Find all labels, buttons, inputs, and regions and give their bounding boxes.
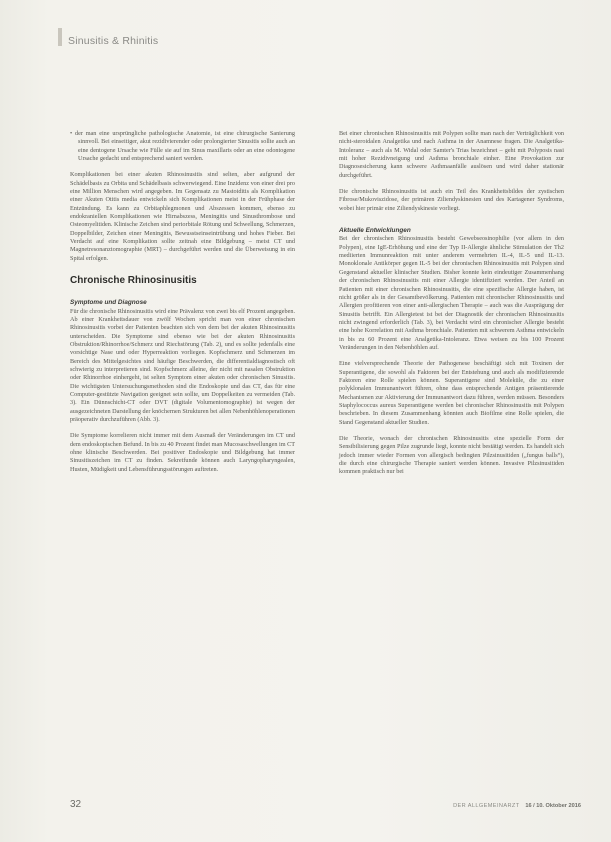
paragraph: Die Theorie, wonach der chronischen Rhinosinusitis eine spezielle Form der Sensibilisierung gegen Pilze zugrunde liegt, konnte nicht bestätigt werden. Es handelt sich jedoch immer wieder Formen von allergisch bedingten Pilzsinusitiden („fungus balls“), die durch eine chirurgische Therapie saniert werden können. Invasive Pilzsinusitiden kommen praktisch nur bei: [339, 435, 564, 476]
page-number: 32: [70, 799, 82, 810]
paragraph: Die chronische Rhinosinusitis ist auch ein Teil des Krankheitsbildes der zystischen Fibrose/Mukoviszidose, der primären Ziliendyskinesien und des Kartagener Syndroms, wobei hier primär eine Ziliendyskinesie vorliegt.: [339, 188, 564, 212]
header-accent-bar: [58, 28, 62, 46]
paragraph: Für die chronische Rhinosinusitis wird eine Prävalenz von zwei bis elf Prozent angegeben. Ab einer Krankheitsdauer von zwölf Wochen spricht man von einer chronischen Rhinosinusitis vorbei der Patienten beachten sich von dem bei der akuten Rhinosinusitis unterscheiden. Die Symptome sind ebenso wie bei der akuten Rhinosinusitis Obstruktion/Rhinorrhoe/Schmerz und Riechstörung (Tab. 2), und es sollte jedenfalls eine vorsichtige Nase und oder Hyperreaktion vorliegen. Kopfschmerz und Schmerzen im Bereich des Mittelgesichtes sind häufige Beschwerden, die differentialdiagnostisch oft schwierig zu interpretieren sind. Kopfschmerz alleine, der nicht mit nasalen Obstruktion oder Rhinorrhoe einhergeht, ist selten Symptom einer akuten oder chronischen Sinusitis. Die wichtigsten Untersuchungsmethoden sind die Endoskopie und das CT, das für eine Computer-gestützte Navigation geeignet sein sollte, um Doppelkeiten zu vermeiden (Tab. 3). Ein Dünnschicht-CT oder DVT (digitale Volumentomographie) ist wegen der ausgezeichneten Darstellung der knöchernen Strukturen bei allen Nebenhöhlenoperationen präoperativ durchzuführen (Abb. 3).: [70, 307, 295, 423]
running-head: Sinusitis & Rhinitis: [68, 35, 159, 47]
section-title: Chronische Rhinosinusitis: [70, 275, 197, 287]
journal-name: DER ALLGEMEINARZT: [453, 803, 520, 809]
paragraph: Eine vielversprechende Theorie der Pathogenese beschäftigt sich mit Toxinen der Superantigene, die sowohl als Faktoren bei der Entstehung und auch als modifizierende Faktoren eine Rolle spielen können. Superantigene sind Moleküle, die zu einer polyklonalen Immunantwort führen, ohne dass entsprechende Antigen präsentierende Mechanismen zur Aktivierung der Immunantwort dazu führen, werden müssen. Besonders Staphylococcus aureus Superantigene werden bei chronischer Rhinosinusitis mit Polypen beschrieben. In diesem Zusammenhang könnten auch Biofilme eine Rolle spielen, die Stand Gegenstand aktueller Studien.: [339, 360, 564, 426]
left-column: [70, 130, 295, 482]
right-column: [339, 130, 564, 485]
paragraph: Bei einer chronischen Rhinosinusitis mit Polypen sollte man nach der Verträglichkeit von nicht-steroidalen Analgetika und nach Asthma in der Anamnese fragen. Die Analgetika-Intoleranz – auch als M. Widal oder Samter's Trias bezeichnet – geht mit Polyposis nasi mit hoher Rezidivneigung und Asthma bronchiale einher. Eine Provokation zur Diagnosesicherung kann schwere Asthmaanfälle auslösen und wird daher stationär durchgeführt.: [339, 130, 564, 179]
paragraph: Die Symptome korrelieren nicht immer mit dem Ausmaß der Veränderungen im CT und dem endoskopischen Befund. In bis zu 40 Prozent findet man Mucosaschwellungen im CT ohne klinische Beschwerden. Bei positiver Endoskopie und Bildgebung hat immer Sinusitiszeichen im CT zu finden. Sekretfunde können auch Laryngopharyngealen, Husten, Müdigkeit und Lebensführungsstörungen auftreten.: [70, 432, 295, 473]
subheading: Aktuelle Entwicklungen: [339, 227, 411, 235]
journal-footer: [453, 803, 581, 809]
paragraph: Bei der chronischen Rhinosinusitis besteht Gewebseosinophilie (vor allem in den Polypen), eine IgE-Erhöhung und eine der Typ II-Allergie ähnliche Stimulation der Th2 mediierten Immunreaktion mit unter anderem vermehrten IL-4, IL-5 und IL-13. Monoklonale Antikörper gegen IL-5 bei der chronischen Rhinosinusitis mit Polypen sind Gegenstand aktueller klinischer Studien. Bisher konnte kein eindeutiger Zusammenhang der chronischen Rhinosinusitis mit einer Allergie identifiziert werden. Der Anteil an Patienten mit einer chronischen Rhinosinusitis, die eine spezifische Allergie haben, ist nicht größer als in der Gesamtbevölkerung. Patienten mit chronischer Rhinosinusitis und Allergien profitieren von einer anti-allergischen Therapie – auch was die Ausprägung der Sinusitis betrifft. Ein Allergietest ist bei der Diagnostik der chronischen Rhinosinusitis nicht zwingend erforderlich (Tab. 3), bei Verdacht wird ein chronischer Allergie besteht eine hohe Korrelation mit Asthma bronchiale. Patienten mit schwerem Asthma entwickeln in bis zu 60 Prozent eine Analgetika-Intoleranz. Etwa weisen zu bis 100 Prozent Veränderungen in den Nebenhöhlen auf.: [339, 235, 564, 351]
paragraph: • der man eine ursprüngliche pathologische Anatomie, ist eine chirurgische Sanierung sinnvoll. Bei einseitiger, akut rezidivierender oder prolongierter Sinusitis sollte auch an eine dentogene Ursache wie Fülle sie auf im Sinus maxillaris oder an eine odontogene Ursache gedacht und entsprechend saniert werden.: [70, 130, 295, 163]
paragraph: Komplikationen bei einer akuten Rhinosinusitis sind selten, aber aufgrund der Schädelbasis zu Orbita und Schädelbasis schwerwiegend. Eine Inzidenz von einer drei pro eine Million Menschen wird angegeben. Im Gegensatz zu Mastoiditis als Komplikation einer Akuten Otitis media entwickeln sich Komplikationen meist in der Frühphase der Entzündung. Es kann zu Orbitaphlegmonen und Abszessen kommen, ebenso zu endokraniellen Komplikationen wie Hirnabszess, Meningitis und Sinusthrombose und Osteomyelitiden. Klinische Zeichen sind periorbitale Rötung und Schwellung, Schmerzen, Doppelbilder, Zeichen einer Meningitis, Bewusstseinseintrübung und hohes Fieber. Bei Verdacht auf eine Komplikation sollte zeitnah eine Bildgebung – meist CT und Magnetresonanztomographie (MRT) – durchgeführt werden und die Überweisung in ein Spital erfolgen.: [70, 171, 295, 262]
issue-date: 16 / 10. Oktober 2016: [525, 803, 581, 809]
subheading: Symptome und Diagnose: [70, 299, 147, 307]
